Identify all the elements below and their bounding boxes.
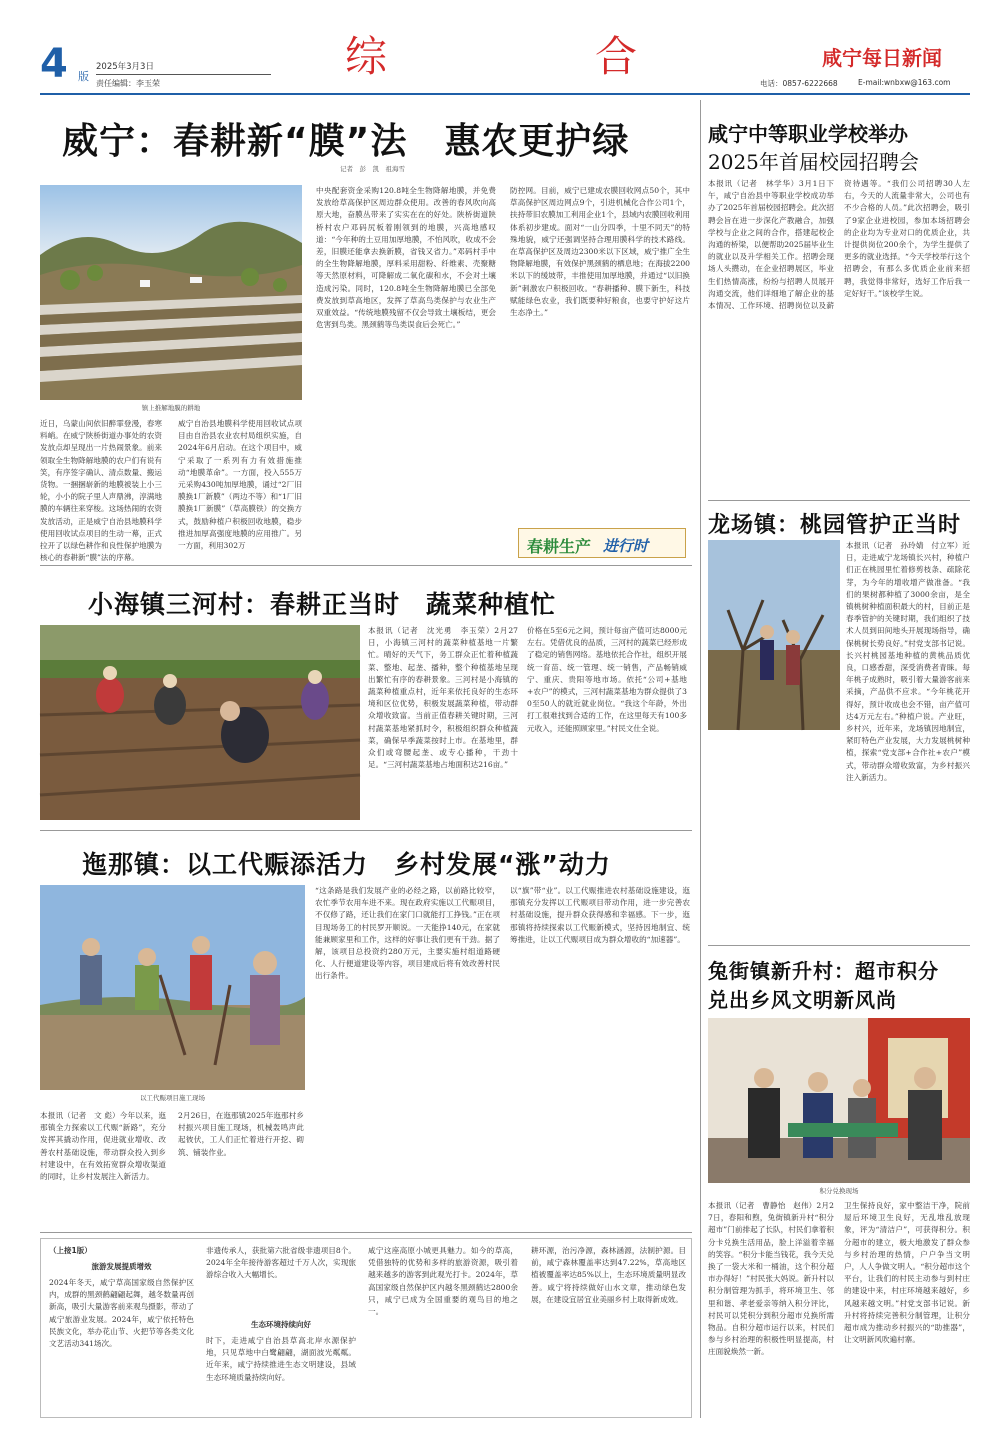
paper-name: 咸宁每日新闻: [822, 46, 942, 70]
vocational-text: 本报讯（记者 林学华）3月1日下午，咸宁自治县中等职业学校成功举办了2025年首届校园招聘会。此次招聘会旨在进一步深化产教融合，加强学校与企业之间的合作，搭建起校企沟通的桥梁，以便帮助2025届毕业生的就业以及升学相关工作。招聘会现场人头攒动，在企业招聘展区，毕业生们热情高涨，纷纷与招聘人员展开沟通交流，他们详细地了解企业的基本情况、工作环境、招聘岗位以及薪资待遇等。“我们公司招聘30人左右，今天的人流量非常大，公司也有不少合格的人员。”此次招聘会，吸引了9家企业进校园，参加本场招聘会的企业均为专业对口的优质企业，共计提供岗位200余个，为学生提供了更多的就业选择。“今天学校举行这个招聘会，有那么多优质企业前来招聘，我觉得非常好，选好工作后我一定好好干。”该校学生说。: [708, 179, 970, 311]
continued-text-2: 时下，走进咸宁自治县草高北岸水源保护地，只见草地中白鹭翩翩，湖面波光粼粼。近年来，咸宁持续推进生态文明建设，县域生态环境质量持续向好。: [206, 1336, 356, 1382]
tujie-col-2: 卫生保持良好，家中整洁干净，院前屋后环境卫生良好，无乱堆乱放现象，评为“清洁户”，可获得积分。积分超市的建立，极大地激发了群众参与乡村治理的热情，户户争当文明户，人人争做文明人。“积分超市这个平台，让我们的村民主动参与到村庄的建设中来，村庄环境越来越好，乡风越来越文明。”村党支部书记说。新升村将持续完善积分制管理，让积分超市成为推动乡村振兴的“助推器”，让文明新风吹遍村寨。: [844, 1201, 970, 1345]
tujie-photo-points-supermarket: [708, 1018, 970, 1183]
page-suffix: 版: [78, 70, 89, 83]
zhena-col-2: 2月26日，在迤那镇2025年迤那村乡村振兴项目施工现场，机械轰鸣声此起彼伏，工人们正忙着进行开挖、砌筑、铺装作业。: [178, 1111, 304, 1157]
contact-phone: 电话：0857-6222668: [760, 79, 838, 88]
lead-photo-caption: 镇上推解地膜的耕地: [141, 404, 201, 412]
tujie-photo-caption: 积分兑换现场: [819, 1187, 859, 1195]
editor-credit: 责任编辑：李玉荣: [96, 79, 160, 88]
points-exchange-image: [708, 1018, 970, 1183]
banner-text-2: 进行时: [603, 537, 649, 555]
tujie-col-1: 本报讯（记者 曹静怡 赵伟）2月27日，春阳和煦，兔街镇新升村“积分超市”门前排起了长队，村民们拿着积分卡兑换生活用品，脸上洋溢着幸福的笑容。“积分卡能当钱花，我今天兑换了一袋大米和一桶油，这个积分超市办得好！”村民张大妈说。新升村以积分制管理为抓手，将环境卫生、邻里和谐、孝老爱亲等纳入积分评比，村民可以凭积分到积分超市兑换所需物品。自积分超市运行以来，村民们参与乡村治理的积极性明显提高，村庄面貌焕然一新。: [708, 1201, 834, 1357]
continued-col-3: 咸宁这座高原小城更具魅力。如今的草高，凭借独特的优势和多样的旅游资源，吸引着越来越多的游客到此观光打卡。2024年，草高国家级自然保护区内越冬黑颈鹤达2800余只，咸宁已成为全国重要的观鸟目的地之一。: [368, 1246, 518, 1317]
sanhe-col-1: 本报讯（记者 沈光勇 李玉荣）2月27日，小海镇三河村的蔬菜种植基地一片繁忙。晴好的天气下，务工群众正忙着种植蔬菜、整地、起垄、播种，整个种植基地呈现出繁忙有序的春耕景象。三河村是小海镇的蔬菜种植重点村，近年来依托良好的生态环境和区位优势，积极发展蔬菜种植，带动群众增收致富。当前正值春耕关键时期，三河村蔬菜基地紧抓时令，积极组织群众种植蔬菜，确保早季蔬菜按时上市。在基地里，群众们或弯腰起垄、或专心播种，干劲十足。“三河村蔬菜基地占地面积达216亩。”: [368, 626, 518, 770]
sanhe-photo-planting: [40, 625, 360, 820]
lead-col-3: 中央配套资金采购120.8吨全生物降解地膜，并免费发放给草高保护区周边群众使用。改善的春风吹向高原大地，奋膜丛带来了实实在在的好处。陕桥街道陕桥村农户邓码尻板着刚领到的地膜，兴高地感叹道：“今年种的土豆用加厚地膜，不怕风吹，收成不会差，旧膜还能拿去换新膜，省钱又省力。”邓码村手中的全生物降解地膜，厚料采用甜粉、纤维素、壳聚糖等天然原材料，可降解成二氧化碳和水，不会对土壤造成污染。同时，120.8吨全生物降解地膜已全部免费发放到草高地区，发挥了草高鸟类保护与农业生产双重效益。“传统地膜残留不仅会导致土壤板结，更会危害到鸟类。黑颈鹤等鸟类误食后会死亡。”: [316, 186, 496, 330]
tujie-headline-1: 兔街镇新升村：超市积分: [708, 959, 939, 983]
page-number: 4: [40, 41, 68, 87]
lead-byline: 记者 彭 凯 祖海雪: [340, 165, 405, 173]
zhena-col-4: 以“旗”带“业”。以工代赈推进农村基础设施建设，迤那镇充分发挥以工代赈项目带动作用，进一步完善农村基础设施，提升群众获得感和幸福感。下一步，迤那镇将持续探索以工代赈新模式，坚持因地制宜、统筹推进，让以工代赈项目成为群众增收的“加速器”。: [510, 886, 690, 944]
zhena-col-3: “这条路是我们发展产业的必经之路，以前路比较窄，农忙季节农用车进不来。现在政府实施以工代赈项目，不仅修了路，还让我们在家门口就能打工挣钱。”正在项目现场务工的村民罗开顺说。一天能挣140元，在家就能兼顾家里和工作，这样的好事让我们更有干劲。据了解，该项目总投资约280万元，主要实施村组道路硬化、人行便道建设等内容，项目建成后将有效改善村民出行条件。: [315, 886, 500, 981]
section-title-char-2: 合: [595, 32, 638, 81]
vocational-headline-2: 2025年首届校园招聘会: [708, 150, 919, 174]
zhena-photo-caption: 以工代赈项目施工现场: [140, 1094, 205, 1102]
continued-subhead-2: 生态环境持续向好: [251, 1320, 311, 1329]
continued-col-2: 非遗传承人，获批第六批省级非遗项目8个。2024年全年接待游客超过千万人次，实现旅游综合收入大幅增长。: [206, 1246, 356, 1280]
banner-text: 春耕生产: [527, 537, 592, 556]
sanhe-col-2: 价格在5至6元之间，预计每亩产值可达8000元左右。凭借优良的品质，三河村的蔬菜已经形成了稳定的销售网络。基地依托合作社，组织开展统一育苗、统一管理、统一销售，产品畅销威宁、重庆、贵阳等地市场。依托“公司+基地+农户”的模式，三河村蔬菜基地为群众提供了30至50人的就近就业岗位。“我这个年龄，外出打工很难找到合适的工作，在这里每天有100多元收入，还能照顾家里。”村民文仕全说。: [527, 626, 687, 733]
zhena-headline: 迤那镇：以工代赈添活力 乡村发展“涨”动力: [82, 850, 611, 879]
continued-label: （上接1版）: [49, 1246, 92, 1255]
lead-headline: 威宁：春耕新“膜”法 惠农更护绿: [62, 121, 630, 162]
zhena-photo-worksite: [40, 885, 305, 1090]
zhena-col-1: 本报讯（记者 文 彪）今年以来，迤那镇全力探索以工代赈“新路”，充分发挥其撬动作用，促进就业增收、改善农村基础设施，带动群众投入到乡村建设中，在有效拓宽群众增收渠道的同时，让乡村发展注入新活力。: [40, 1111, 166, 1182]
peach-orchard-image: [708, 540, 840, 730]
continued-box: [40, 1238, 692, 1418]
lead-photo-farmland: [40, 185, 302, 400]
continued-col-4: 耕环源，治污净源，森林涵源，法制护源。目前，咸宁森林覆盖率达到47.22%，草高地区植被覆盖率达85%以上，生态环境质量明显改善。咸宁将持续做好山水文章，推动绿色发展，在建设宜居宜业美丽乡村上取得新成效。: [531, 1246, 686, 1304]
masthead-rule: [40, 93, 970, 95]
issue-date: 2025年3月3日: [96, 62, 154, 72]
tujie-headline-2: 兑出乡风文明新风尚: [708, 988, 897, 1012]
section-title-char-1: 综: [345, 32, 388, 81]
lead-col-1: 近日，乌蒙山间依旧醉霏登漫，春寒料峭。在威宁陕桥街道办事处的农资发放点却呈现出一片热闹景象。前来领取全生物降解地膜的农户们有说有笑，有序签字确认、清点数量、搬运货物。一捆捆崭新的地膜被装上小三轮，小小的院子里人声鼎沸，淳满地膜的车辆往来穿梭。这场热闹的农资发放活动，正是威宁自治县地膜科学使用回收试点项目的生动一幕，正式拉开了以绿色耕作和良性保护地膜为核心的春耕新“膜”法的序幕。: [40, 419, 162, 563]
lead-col-2: 威宁自治县地膜科学使用回收试点项目由自治县农业农村局组织实施，自2024年6月启动。在这个项目中，威宁采取了一系列有力有效措施推动“地膜革命”。一方面，投入555万元采购430吨加厚地膜，诵过“2厂旧膜换1厂新膜”（两边不等）和“1厂旧膜换1厂新膜”（草高膜铁）的交换方式，鼓励种植户积极回收地膜，稳步推进加厚高强度地膜的应用推广。另一方面，利用302万: [178, 419, 302, 551]
vocational-headline-1: 咸宁中等职业学校举办: [708, 122, 908, 146]
lead-col-4: 防控网。目前，威宁已建成农膜回收网点50个，其中草高保护区周边网点9个，引进机械化合作公司1个，扶持带旧农膜加工利用企业1个，县域内农膜回收利用体系初步建成。面对“一山分四季，十里不同天”的特殊地貌，威宁还强调坚持合理用膜科学的技术路线。在草高保护区及周边2300米以下区域，威宁推广全生物降解地膜，有效保护黑颈鹤的栖息地；在海拔2200米以下的缓坡带，丰推使用加厚地膜，并通过“以旧换新”刺激农户积极回收。“春耕播种、膜下新生，科技赋能绿色农业，我们既要种好粮食，也要守护好这片生态净土。”: [510, 186, 690, 318]
longchang-text: 本报讯（记者 孙玲婧 付立军）近日，走进咸宁龙场镇长兴村，种植户们正在桃园里忙着修剪枝条、疏除花芽，为今年的增收增产做准备。“我们的果树都种植了3000余亩，是全镇桃树种植面积最大的村，目前正是春季管护的关键时期，我们组织了技术人员到田间地头开展现场指导，确保桃树长势良好。”村党支部书记说。长兴村桃园基地种植的黄桃品质优良，口感香甜，深受消费者青睐。每年桃子成熟时，吸引着大量游客前来采摘，产品供不应求。“今年桃花开得好，预计收成也会不错，亩产值可达4万元左右。”种植户说。产业旺，乡村兴，近年来，龙场镇因地制宜，紧盯特色产业发展，大力发展桃树种植，探索“党支部+合作社+农户”模式，带动群众增收致富，为乡村振兴注入新活力。: [846, 541, 970, 782]
vegetable-planting-image: [40, 625, 360, 820]
continued-subhead-1: 旅游发展提质增效: [91, 1262, 152, 1271]
contact-email: E-mail:wnbxw@163.com: [858, 78, 951, 87]
longchang-headline: 龙场镇：桃园管护正当时: [708, 513, 962, 538]
sanhe-headline: 小海镇三河村：春耕正当时 蔬菜种植忙: [88, 590, 557, 619]
terraced-field-image: [40, 185, 302, 400]
spring-banner: [518, 528, 686, 558]
work-relief-site-image: [40, 885, 305, 1090]
longchang-photo-orchard: [708, 540, 840, 730]
continued-text-1: 2024年冬天，咸宁草高国家级自然保护区内，成群的黑颈鹤翩翩起舞，越冬数量再创新高，吸引大量游客前来观鸟摄影，带动了咸宁旅游业发展。2024年，咸宁依托特色民族文化，举办花山节、火把节等各类文化文艺活动341场次。: [49, 1278, 194, 1349]
